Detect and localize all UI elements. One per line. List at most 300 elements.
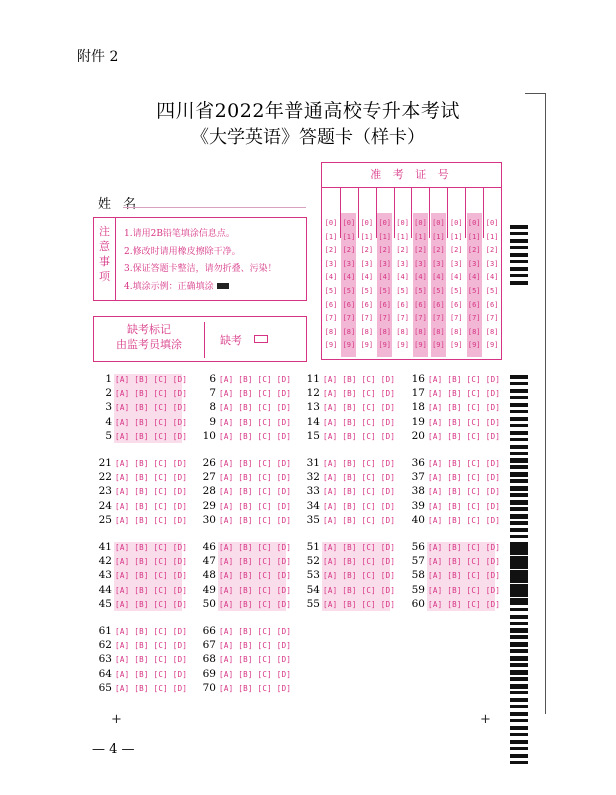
exam-id-bubble[interactable]: [9] bbox=[324, 341, 338, 350]
exam-id-bubble[interactable]: [5] bbox=[378, 287, 392, 295]
answer-options[interactable]: [A] [B] [C] [D] bbox=[115, 655, 188, 665]
timing-mark bbox=[510, 705, 528, 708]
question-number: 40 bbox=[411, 513, 425, 526]
timing-mark bbox=[510, 403, 528, 407]
answer-options[interactable]: [A] [B] [C] [D] bbox=[428, 515, 501, 525]
exam-id-bubble[interactable]: [5] bbox=[396, 287, 409, 295]
answer-options[interactable]: [A] [B] [C] [D] bbox=[219, 571, 292, 581]
timing-mark bbox=[510, 635, 528, 638]
name-label: 姓 名 bbox=[98, 197, 141, 212]
exam-id-bubble[interactable]: [0] bbox=[432, 219, 445, 227]
exam-id-bubble[interactable]: [6] bbox=[432, 300, 445, 309]
timing-mark bbox=[510, 545, 528, 549]
exam-id-bubble[interactable]: [0] bbox=[414, 219, 427, 227]
timing-mark bbox=[510, 642, 528, 646]
answer-options[interactable]: [A] [B] [C] [D] bbox=[115, 375, 188, 384]
timing-mark bbox=[510, 458, 528, 462]
answer-options[interactable]: [A] [B] [C] [D] bbox=[219, 389, 292, 399]
question-number: 60 bbox=[411, 597, 425, 610]
exam-id-bubble[interactable]: [6] bbox=[396, 300, 409, 309]
exam-id-bubble[interactable]: [4] bbox=[414, 273, 427, 282]
question-number: 54 bbox=[306, 583, 320, 596]
exam-id-write-cell[interactable] bbox=[322, 188, 341, 238]
timing-mark bbox=[510, 246, 528, 249]
exam-id-bubble[interactable]: [8] bbox=[467, 327, 481, 336]
exam-id-bubble[interactable]: [5] bbox=[360, 287, 374, 295]
exam-id-bubble[interactable]: [7] bbox=[360, 314, 374, 323]
answer-options[interactable]: [A] [B] [C] [D] bbox=[323, 473, 396, 483]
question-number: 6 bbox=[209, 373, 216, 385]
exam-id-bubble[interactable]: [5] bbox=[467, 287, 481, 295]
exam-id-bubble[interactable]: [9] bbox=[396, 341, 409, 350]
answer-options[interactable]: [A] [B] [C] [D] bbox=[219, 585, 292, 595]
question-number: 22 bbox=[98, 471, 112, 484]
answer-options[interactable]: [A] [B] [C] [D] bbox=[323, 571, 396, 581]
timing-mark bbox=[510, 260, 528, 263]
exam-id-bubble[interactable]: [2] bbox=[378, 246, 392, 255]
exam-id-bubble[interactable]: [1] bbox=[449, 232, 463, 241]
exam-id-bubble[interactable]: [8] bbox=[378, 327, 392, 336]
answer-options[interactable]: [A] [B] [C] [D] bbox=[115, 669, 188, 679]
answer-options[interactable]: [A] [B] [C] [D] bbox=[115, 487, 188, 497]
answer-options[interactable]: [A] [B] [C] [D] bbox=[323, 375, 396, 384]
timing-mark bbox=[510, 521, 528, 524]
question-number: 19 bbox=[411, 415, 425, 428]
exam-id-bubble[interactable]: [4] bbox=[324, 273, 338, 282]
question-number: 20 bbox=[411, 429, 425, 442]
exam-id-bubble[interactable]: [4] bbox=[432, 273, 445, 282]
answer-options[interactable]: [A] [B] [C] [D] bbox=[219, 431, 292, 441]
timing-mark bbox=[510, 740, 528, 744]
exam-id-bubble[interactable]: [3] bbox=[467, 259, 481, 268]
answer-options[interactable]: [A] [B] [C] [D] bbox=[115, 627, 188, 636]
answer-options[interactable]: [A] [B] [C] [D] bbox=[323, 417, 396, 427]
exam-id-bubble[interactable]: [4] bbox=[342, 273, 356, 282]
timing-mark bbox=[510, 438, 528, 441]
answer-options[interactable]: [A] [B] [C] [D] bbox=[323, 515, 396, 525]
timing-mark bbox=[510, 670, 528, 674]
answer-options[interactable]: [A] [B] [C] [D] bbox=[323, 501, 396, 511]
exam-id-bubble[interactable]: [6] bbox=[378, 300, 392, 309]
exam-id-bubble[interactable]: [2] bbox=[432, 246, 445, 255]
timing-mark bbox=[510, 663, 528, 666]
answer-options[interactable]: [A] [B] [C] [D] bbox=[115, 543, 188, 552]
timing-mark bbox=[510, 608, 528, 611]
answer-options[interactable]: [A] [B] [C] [D] bbox=[219, 557, 292, 567]
answer-options[interactable]: [A] [B] [C] [D] bbox=[323, 557, 396, 567]
question-number: 14 bbox=[306, 415, 320, 428]
exam-id-bubble[interactable]: [0] bbox=[449, 219, 463, 227]
answer-options[interactable]: [A] [B] [C] [D] bbox=[115, 641, 188, 651]
exam-id-bubble[interactable]: [9] bbox=[485, 341, 499, 350]
timing-mark bbox=[510, 615, 528, 619]
timing-mark bbox=[510, 573, 528, 577]
answer-options[interactable]: [A] [B] [C] [D] bbox=[428, 389, 501, 399]
question-number: 55 bbox=[306, 597, 320, 610]
exam-id-bubble[interactable]: [6] bbox=[485, 300, 499, 309]
timing-mark bbox=[510, 712, 528, 716]
absence-text: 缺考 bbox=[220, 334, 242, 347]
answer-options[interactable]: [A] [B] [C] [D] bbox=[115, 389, 188, 399]
timing-mark bbox=[510, 594, 528, 597]
exam-id-title: 准 考 证 号 bbox=[322, 163, 501, 188]
question-number: 61 bbox=[98, 625, 112, 637]
exam-id-bubble[interactable]: [0] bbox=[467, 219, 481, 227]
exam-id-write-cell[interactable] bbox=[447, 188, 466, 238]
exam-id-write-cell[interactable] bbox=[483, 188, 501, 238]
exam-id-bubble[interactable]: [7] bbox=[378, 314, 392, 323]
question-number: 52 bbox=[306, 555, 320, 568]
answer-options[interactable]: [A] [B] [C] [D] bbox=[219, 543, 292, 552]
timing-mark bbox=[510, 628, 528, 632]
exam-id-bubble[interactable]: [2] bbox=[360, 246, 374, 255]
exam-id-bubble[interactable]: [3] bbox=[360, 259, 374, 268]
question-number: 21 bbox=[98, 457, 112, 469]
question-number: 31 bbox=[306, 457, 320, 469]
absence-label-line2: 由监考员填涂 bbox=[116, 338, 182, 351]
timing-mark bbox=[510, 507, 528, 510]
question-number: 57 bbox=[411, 555, 425, 568]
exam-id-bubble[interactable]: [0] bbox=[360, 219, 374, 227]
answer-options[interactable]: [A] [B] [C] [D] bbox=[219, 501, 292, 511]
answer-options[interactable]: [A] [B] [C] [D] bbox=[219, 627, 292, 636]
question-number: 24 bbox=[98, 499, 112, 512]
exam-id-bubble[interactable]: [3] bbox=[396, 259, 409, 268]
answer-options[interactable]: [A] [B] [C] [D] bbox=[428, 431, 501, 441]
answer-options[interactable]: [A] [B] [C] [D] bbox=[428, 543, 501, 552]
question-number: 2 bbox=[105, 387, 112, 400]
timing-mark bbox=[510, 452, 528, 455]
question-number: 70 bbox=[202, 681, 216, 694]
exam-id-bubble[interactable]: [3] bbox=[342, 259, 356, 268]
answer-options[interactable]: [A] [B] [C] [D] bbox=[428, 487, 501, 497]
answer-options[interactable]: [A] [B] [C] [D] bbox=[323, 389, 396, 399]
exam-id-bubble[interactable]: [7] bbox=[396, 314, 409, 323]
exam-id-bubble[interactable]: [3] bbox=[485, 259, 499, 268]
answer-options[interactable]: [A] [B] [C] [D] bbox=[219, 515, 292, 525]
exam-id-bubble[interactable]: [8] bbox=[342, 327, 356, 336]
question-number: 56 bbox=[411, 541, 425, 553]
exam-id-bubble[interactable]: [7] bbox=[432, 314, 445, 323]
question-number: 34 bbox=[306, 499, 320, 512]
exam-id-bubble[interactable]: [8] bbox=[396, 327, 409, 336]
question-number: 41 bbox=[98, 541, 112, 553]
exam-id-bubble[interactable]: [8] bbox=[485, 327, 499, 336]
answer-options[interactable]: [A] [B] [C] [D] bbox=[115, 599, 188, 609]
exam-id-bubble[interactable]: [3] bbox=[324, 259, 338, 268]
exam-id-bubble[interactable]: [6] bbox=[342, 300, 356, 309]
question-number: 64 bbox=[98, 667, 112, 680]
question-number: 44 bbox=[98, 583, 112, 596]
answer-options[interactable]: [A] [B] [C] [D] bbox=[323, 599, 396, 609]
timing-mark bbox=[510, 684, 528, 688]
question-number: 38 bbox=[411, 485, 425, 498]
timing-mark bbox=[510, 239, 528, 243]
exam-id-bubble[interactable]: [1] bbox=[342, 232, 356, 241]
answer-options[interactable]: [A] [B] [C] [D] bbox=[115, 431, 188, 441]
timing-mark bbox=[510, 431, 528, 435]
question-number: 25 bbox=[98, 513, 112, 526]
question-number: 59 bbox=[411, 583, 425, 596]
exam-id-bubble[interactable]: [0] bbox=[396, 219, 409, 227]
exam-id-bubble[interactable]: [0] bbox=[378, 219, 392, 227]
exam-id-bubble[interactable]: [1] bbox=[324, 232, 338, 241]
card-title: 《大学英语》答题卡（样卡） bbox=[191, 127, 425, 148]
answer-options[interactable]: [A] [B] [C] [D] bbox=[219, 403, 292, 413]
timing-mark bbox=[510, 253, 528, 257]
name-field-line[interactable] bbox=[123, 207, 306, 208]
exam-id-bubble[interactable]: [2] bbox=[467, 246, 481, 255]
exam-id-bubble[interactable]: [8] bbox=[414, 327, 427, 336]
exam-id-bubble[interactable]: [7] bbox=[342, 314, 356, 323]
question-number: 15 bbox=[306, 429, 320, 442]
question-number: 58 bbox=[411, 569, 425, 582]
question-number: 66 bbox=[202, 625, 216, 637]
exam-id-bubble[interactable]: [1] bbox=[432, 232, 445, 241]
registration-mark: + bbox=[480, 712, 491, 727]
timing-mark bbox=[510, 375, 528, 379]
question-number: 13 bbox=[306, 401, 320, 414]
exam-id-bubble[interactable]: [1] bbox=[396, 232, 409, 241]
answer-options[interactable]: [A] [B] [C] [D] bbox=[115, 585, 188, 595]
answer-options[interactable]: [A] [B] [C] [D] bbox=[219, 417, 292, 427]
answer-options[interactable]: [A] [B] [C] [D] bbox=[323, 487, 396, 497]
exam-id-bubble[interactable]: [6] bbox=[467, 300, 481, 309]
answer-options[interactable]: [A] [B] [C] [D] bbox=[323, 403, 396, 413]
timing-mark bbox=[510, 424, 528, 427]
exam-id-bubble[interactable]: [2] bbox=[485, 246, 499, 255]
answer-options[interactable]: [A] [B] [C] [D] bbox=[428, 599, 501, 609]
question-number: 28 bbox=[202, 485, 216, 498]
answer-options[interactable]: [A] [B] [C] [D] bbox=[219, 655, 292, 665]
exam-id-bubble[interactable]: [4] bbox=[467, 273, 481, 282]
question-number: 7 bbox=[209, 387, 216, 400]
absence-box bbox=[93, 316, 307, 362]
exam-id-bubble[interactable]: [4] bbox=[378, 273, 392, 282]
answer-options[interactable]: [A] [B] [C] [D] bbox=[428, 375, 501, 384]
absence-checkbox[interactable] bbox=[254, 335, 268, 343]
answer-options[interactable]: [A] [B] [C] [D] bbox=[219, 473, 292, 483]
timing-mark bbox=[510, 649, 528, 652]
exam-id-bubble[interactable]: [0] bbox=[342, 219, 356, 227]
answer-options[interactable]: [A] [B] [C] [D] bbox=[115, 473, 188, 483]
exam-id-bubble[interactable]: [6] bbox=[324, 300, 338, 309]
exam-id-bubble[interactable]: [6] bbox=[449, 300, 463, 309]
exam-id-bubble[interactable]: [1] bbox=[485, 232, 499, 241]
notice-line: 3.保证答题卡整洁，请勿折叠、污染！ bbox=[124, 264, 277, 274]
question-number: 49 bbox=[202, 583, 216, 596]
answer-options[interactable]: [A] [B] [C] [D] bbox=[219, 599, 292, 609]
exam-id-bubble[interactable]: [5] bbox=[432, 287, 445, 295]
timing-mark bbox=[510, 677, 528, 680]
exam-id-write-cell[interactable] bbox=[358, 188, 377, 238]
question-number: 63 bbox=[98, 653, 112, 666]
answer-options[interactable]: [A] [B] [C] [D] bbox=[323, 585, 396, 595]
exam-id-bubble[interactable]: [5] bbox=[342, 287, 356, 295]
exam-id-bubble[interactable]: [7] bbox=[449, 314, 463, 323]
exam-id-bubble[interactable]: [7] bbox=[467, 314, 481, 323]
exam-id-box bbox=[321, 162, 502, 360]
timing-mark bbox=[510, 281, 528, 285]
exam-id-write-cell[interactable] bbox=[394, 188, 413, 238]
timing-mark bbox=[510, 601, 528, 605]
exam-id-bubble[interactable]: [2] bbox=[414, 246, 427, 255]
timing-mark bbox=[510, 587, 528, 591]
exam-id-bubble[interactable]: [3] bbox=[414, 259, 427, 268]
exam-title: 四川省2022年普通高校专升本考试 bbox=[156, 100, 460, 122]
timing-mark bbox=[510, 754, 528, 758]
exam-id-bubble[interactable]: [5] bbox=[449, 287, 463, 295]
exam-id-bubble[interactable]: [9] bbox=[360, 341, 374, 350]
answer-options[interactable]: [A] [B] [C] [D] bbox=[115, 683, 188, 693]
answer-options[interactable]: [A] [B] [C] [D] bbox=[323, 459, 396, 468]
exam-id-bubble[interactable]: [9] bbox=[467, 341, 481, 350]
answer-options[interactable]: [A] [B] [C] [D] bbox=[428, 557, 501, 567]
notice-line: 2.修改时请用橡皮擦除干净。 bbox=[124, 246, 241, 257]
exam-id-bubble[interactable]: [9] bbox=[432, 341, 445, 350]
question-number: 32 bbox=[306, 471, 320, 484]
answer-options[interactable]: [A] [B] [C] [D] bbox=[219, 375, 292, 384]
question-number: 18 bbox=[411, 401, 425, 414]
exam-id-bubble[interactable]: [2] bbox=[396, 246, 409, 255]
question-number: 37 bbox=[411, 471, 425, 484]
exam-id-bubble[interactable]: [9] bbox=[342, 341, 356, 350]
timing-mark bbox=[510, 719, 528, 722]
answer-options[interactable]: [A] [B] [C] [D] bbox=[323, 543, 396, 552]
exam-id-bubble[interactable]: [1] bbox=[378, 232, 392, 241]
exam-id-bubble[interactable]: [6] bbox=[414, 300, 427, 309]
exam-id-bubble[interactable]: [5] bbox=[485, 287, 499, 295]
answer-options[interactable]: [A] [B] [C] [D] bbox=[428, 571, 501, 581]
exam-id-bubble[interactable]: [3] bbox=[449, 259, 463, 268]
exam-id-bubble[interactable]: [8] bbox=[432, 327, 445, 336]
timing-mark bbox=[510, 691, 528, 694]
question-number: 67 bbox=[202, 639, 216, 652]
question-number: 39 bbox=[411, 499, 425, 512]
corner-frame bbox=[525, 93, 546, 714]
answer-options[interactable]: [A] [B] [C] [D] bbox=[115, 417, 188, 427]
question-number: 9 bbox=[209, 415, 216, 428]
answer-options[interactable]: [A] [B] [C] [D] bbox=[115, 571, 188, 581]
timing-mark bbox=[510, 479, 528, 482]
exam-id-bubble[interactable]: [2] bbox=[449, 246, 463, 255]
question-number: 16 bbox=[411, 373, 425, 385]
answer-options[interactable]: [A] [B] [C] [D] bbox=[115, 501, 188, 511]
exam-id-bubble[interactable]: [4] bbox=[449, 273, 463, 282]
exam-id-bubble[interactable]: [9] bbox=[414, 341, 427, 350]
answer-options[interactable]: [A] [B] [C] [D] bbox=[428, 417, 501, 427]
timing-mark bbox=[510, 417, 528, 421]
exam-id-bubble[interactable]: [7] bbox=[485, 314, 499, 323]
exam-id-bubble[interactable]: [7] bbox=[414, 314, 427, 323]
exam-id-bubble[interactable]: [8] bbox=[449, 327, 463, 336]
timing-mark bbox=[510, 559, 528, 563]
timing-mark bbox=[510, 445, 528, 449]
answer-options[interactable]: [A] [B] [C] [D] bbox=[323, 431, 396, 441]
exam-id-bubble[interactable]: [0] bbox=[485, 219, 499, 227]
exam-id-bubble[interactable]: [1] bbox=[414, 232, 427, 241]
timing-mark bbox=[510, 396, 528, 399]
answer-options[interactable]: [A] [B] [C] [D] bbox=[219, 669, 292, 679]
filled-example-mark bbox=[217, 283, 229, 289]
question-number: 53 bbox=[306, 569, 320, 582]
answer-options[interactable]: [A] [B] [C] [D] bbox=[219, 459, 292, 468]
exam-id-bubble[interactable]: [8] bbox=[360, 327, 374, 336]
answer-options[interactable]: [A] [B] [C] [D] bbox=[428, 403, 501, 413]
question-number: 23 bbox=[98, 485, 112, 498]
notice-line-example bbox=[124, 279, 277, 297]
question-number: 68 bbox=[202, 653, 216, 666]
question-number: 33 bbox=[306, 485, 320, 498]
timing-mark bbox=[510, 566, 528, 569]
question-number: 47 bbox=[202, 555, 216, 568]
exam-id-bubble[interactable]: [6] bbox=[360, 300, 374, 309]
question-number: 4 bbox=[105, 415, 112, 428]
timing-mark bbox=[510, 472, 528, 476]
question-number: 36 bbox=[411, 457, 425, 469]
answer-options[interactable]: [A] [B] [C] [D] bbox=[219, 487, 292, 497]
timing-mark bbox=[510, 552, 528, 555]
question-number: 17 bbox=[411, 387, 425, 400]
question-number: 26 bbox=[202, 457, 216, 469]
answer-options[interactable]: [A] [B] [C] [D] bbox=[115, 515, 188, 525]
timing-mark bbox=[510, 514, 528, 518]
exam-id-bubble[interactable]: [9] bbox=[449, 341, 463, 350]
answer-options[interactable]: [A] [B] [C] [D] bbox=[428, 473, 501, 483]
exam-id-bubble[interactable]: [7] bbox=[324, 314, 338, 323]
answer-options[interactable]: [A] [B] [C] [D] bbox=[428, 585, 501, 595]
exam-id-bubble[interactable]: [4] bbox=[396, 273, 409, 282]
exam-id-bubble[interactable]: [8] bbox=[324, 327, 338, 336]
annex-label: 附件 2 bbox=[77, 49, 119, 65]
exam-id-bubble[interactable]: [5] bbox=[414, 287, 427, 295]
question-number: 10 bbox=[202, 429, 216, 442]
answer-options[interactable]: [A] [B] [C] [D] bbox=[428, 459, 501, 468]
notice-box bbox=[93, 217, 307, 301]
exam-id-bubble[interactable]: [9] bbox=[378, 341, 392, 350]
exam-id-bubble[interactable]: [1] bbox=[360, 232, 374, 241]
absence-label-line1: 缺考标记 bbox=[127, 323, 171, 336]
question-number: 62 bbox=[98, 639, 112, 652]
exam-id-bubble[interactable]: [4] bbox=[485, 273, 499, 282]
answer-options[interactable]: [A] [B] [C] [D] bbox=[219, 641, 292, 651]
exam-id-bubble[interactable]: [3] bbox=[378, 259, 392, 268]
timing-mark bbox=[510, 733, 528, 736]
exam-id-bubble[interactable]: [5] bbox=[324, 287, 338, 295]
answer-options[interactable]: [A] [B] [C] [D] bbox=[428, 501, 501, 511]
question-number: 35 bbox=[306, 513, 320, 526]
answer-options[interactable]: [A] [B] [C] [D] bbox=[115, 459, 188, 468]
answer-options[interactable]: [A] [B] [C] [D] bbox=[219, 683, 292, 693]
timing-mark bbox=[510, 493, 528, 496]
timing-mark bbox=[510, 267, 528, 271]
answer-options[interactable]: [A] [B] [C] [D] bbox=[115, 403, 188, 413]
question-number: 69 bbox=[202, 667, 216, 680]
question-number: 48 bbox=[202, 569, 216, 582]
exam-id-bubble[interactable]: [1] bbox=[467, 232, 481, 241]
exam-id-bubble[interactable]: [2] bbox=[342, 246, 356, 255]
exam-id-bubble[interactable]: [0] bbox=[324, 219, 338, 227]
answer-options[interactable]: [A] [B] [C] [D] bbox=[115, 557, 188, 567]
question-number: 12 bbox=[306, 387, 320, 400]
timing-mark bbox=[510, 465, 528, 468]
timing-mark bbox=[510, 232, 528, 235]
exam-id-bubble[interactable]: [3] bbox=[432, 259, 445, 268]
question-number: 50 bbox=[202, 597, 216, 610]
question-number: 3 bbox=[105, 401, 112, 414]
exam-id-bubble[interactable]: [2] bbox=[324, 246, 338, 255]
exam-id-bubble[interactable]: [4] bbox=[360, 273, 374, 282]
